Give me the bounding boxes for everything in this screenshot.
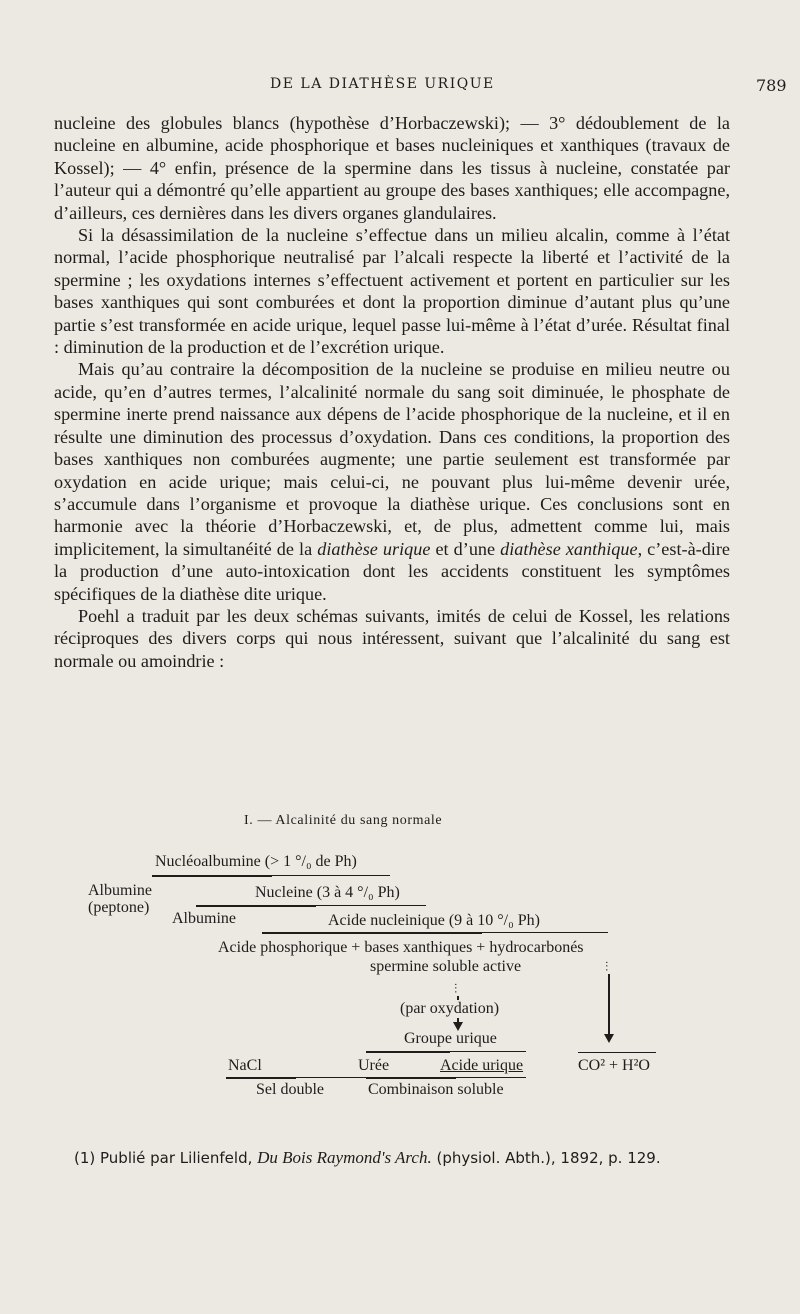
brace-line bbox=[366, 1051, 450, 1053]
page-number: 789 bbox=[756, 76, 787, 95]
footnote bbox=[74, 1148, 734, 1168]
arrow-feather-icon: ⫶ bbox=[454, 981, 458, 996]
scheme-albumine-left: Albumine bbox=[88, 882, 152, 899]
brace-line bbox=[578, 1052, 656, 1053]
scheme-combinaison: Combinaison soluble bbox=[368, 1081, 504, 1098]
arrow-down-icon bbox=[604, 1034, 614, 1043]
brace-line bbox=[152, 875, 272, 877]
brace-line bbox=[196, 905, 316, 907]
italic-diathese-xanthique: diathèse xanthique bbox=[500, 538, 638, 559]
scheme-nacl: NaCl bbox=[228, 1057, 262, 1074]
scheme-products-line: Acide phosphorique + bases xanthiques + hydrocarbonés bbox=[218, 939, 584, 956]
scheme-groupe-urique: Groupe urique bbox=[404, 1030, 497, 1047]
scheme-spermine: spermine soluble active bbox=[370, 958, 522, 975]
arrow-line bbox=[608, 974, 610, 1034]
paragraph-3-mid: et d’une bbox=[430, 538, 501, 559]
paragraph-3-text: Mais qu’au contraire la décomposition de la nucleine se produise en milieu neutre ou acide, qu’en d’autres termes, l’alcalinité normale du sang soit diminuée, le phosphate de spermine inerte prend naissance aux dépens de l’acide phosphorique de la nucleine, et il en résulte une diminution des processus d’oxydation. Dans ces conditions, la proportion des bases xanthiques non comburées augmente; une partie seulement est transformée par oxydation en acide urique; mais celui-ci, ne pouvant plus lui-même devenir urée, s’accumule dans l’organisme et provoque la diathèse urique. Ces conclusions sont en harmonie avec la théorie d’Horbaczewski, et, de plus, admettent comme lui, mais implicitement, la simultanéité de la bbox=[54, 359, 730, 559]
scheme-acide-nucleinique: Acide nucleinique (9 à 10 °/₀ Ph) bbox=[328, 912, 540, 929]
italic-diathese-urique: diathèse urique bbox=[317, 538, 431, 559]
paragraph-3-end: , c’est-à-dire la production d’une auto-intoxication dont les accidents constituent les symptômes spécifiques de la diathèse dite urique. bbox=[54, 538, 730, 604]
footnote-suffix: (physiol. Abth.), 1892, p. 129. bbox=[431, 1149, 661, 1167]
arrow-feather-icon: ⫶ bbox=[605, 959, 609, 974]
scheme-albumine-mid: Albumine bbox=[172, 910, 236, 927]
brace-line bbox=[226, 1077, 296, 1079]
brace-line bbox=[366, 1077, 456, 1079]
paragraph-1: nucleine des globules blancs (hypothèse d’Horbaczewski); — 3° dédoublement de la nucleine en albumine, acide phosphorique et bases nucleiniques et xanthiques (travaux de Kossel); — 4° enfin, présence de la spermine dans les tissus à nucleine, constatée par l’auteur qui a démontré qu’elle appartient au groupe des bases xanthiques; elle accompagne, d’ailleurs, ces dernières dans les divers organes glandulaires. bbox=[54, 113, 730, 223]
scheme-nucleine: Nucleine (3 à 4 °/₀ Ph) bbox=[255, 884, 400, 901]
scheme-peptone: (peptone) bbox=[88, 899, 150, 916]
paragraph-2: Si la désassimilation de la nucleine s’effectue dans un milieu alcalin, comme à l’état normal, l’acide phosphorique neutralisé par l’alcali respecte la liberté et l’activité de la spermine ; les oxydations internes s’effectuent activement et portent en particulier sur les bases xanthiques qui sont comburées et dont la proportion diminue d’autant plus qu’une partie s’est transformée en acide urique, lequel passe lui-même à l’état d’urée. Résultat final : diminution de la production et de l’excrétion urique. bbox=[54, 225, 730, 358]
scheme-co2-h2o: CO² + H²O bbox=[578, 1057, 650, 1074]
brace-line bbox=[262, 932, 482, 934]
footnote-prefix: (1) Publié par Lilienfeld, bbox=[74, 1149, 258, 1167]
scheme-nucleoalbumine: Nucléoalbumine (> 1 °/₀ de Ph) bbox=[155, 853, 357, 870]
brace-line bbox=[450, 1051, 526, 1052]
scheme-title: I. — Alcalinité du sang normale bbox=[244, 813, 443, 828]
brace-line bbox=[456, 1077, 526, 1078]
brace-line bbox=[296, 1077, 372, 1078]
scheme-par-oxydation: (par oxydation) bbox=[400, 1000, 500, 1017]
scheme-acide-urique: Acide urique bbox=[440, 1057, 524, 1074]
running-title: DE LA DIATHÈSE URIQUE bbox=[270, 76, 495, 92]
scheme-sel-double: Sel double bbox=[256, 1081, 324, 1098]
footnote-italic: Du Bois Raymond's Arch. bbox=[257, 1148, 432, 1167]
scheme-uree: Urée bbox=[358, 1057, 390, 1074]
brace-line bbox=[316, 905, 426, 906]
brace-line bbox=[482, 932, 608, 933]
paragraph-4: Poehl a traduit par les deux schémas suivants, imités de celui de Kossel, les relations réciproques des divers corps qui nous intéressent, suivant que l’alcalinité du sang est normale ou amoindrie : bbox=[54, 605, 730, 671]
brace-line bbox=[272, 875, 390, 876]
